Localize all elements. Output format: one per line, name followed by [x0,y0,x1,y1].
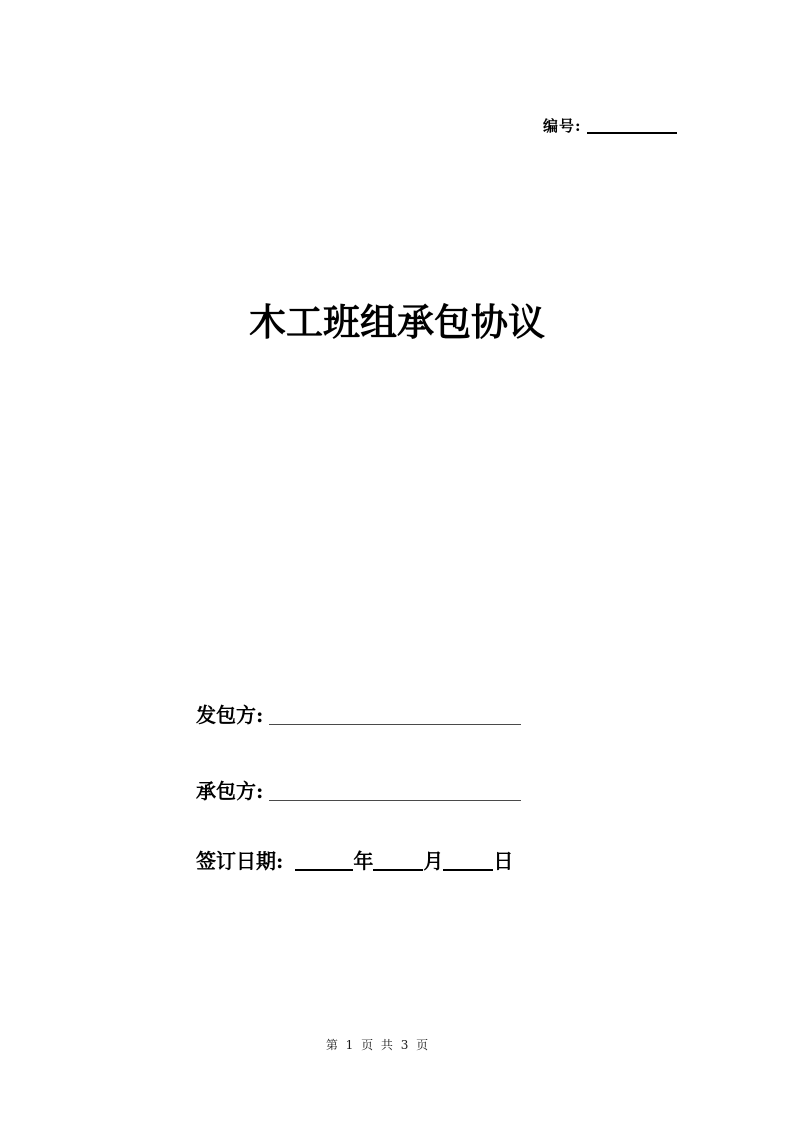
page-number-footer: 第 1 页 共 3 页 [325,1038,431,1052]
day-suffix: 日 [493,849,514,873]
month-suffix: 月 [423,849,444,873]
party-a-label: 发包方: [196,703,264,727]
month-blank-line [373,867,423,871]
sign-date-row [196,845,513,874]
day-blank-line [443,867,493,871]
serial-number-row [543,115,677,136]
party-a-row [196,699,521,728]
document-title: 木工班组承包协议 [249,300,545,344]
party-b-blank-line [269,798,521,801]
serial-number-label: 编号: [543,117,582,135]
serial-number-blank-line [587,130,677,134]
sign-date-label: 签订日期: [196,849,284,873]
party-a-blank-line [269,722,521,725]
party-b-label: 承包方: [196,779,264,803]
year-suffix: 年 [353,849,374,873]
year-blank-line [295,867,353,871]
party-b-row [196,775,521,804]
